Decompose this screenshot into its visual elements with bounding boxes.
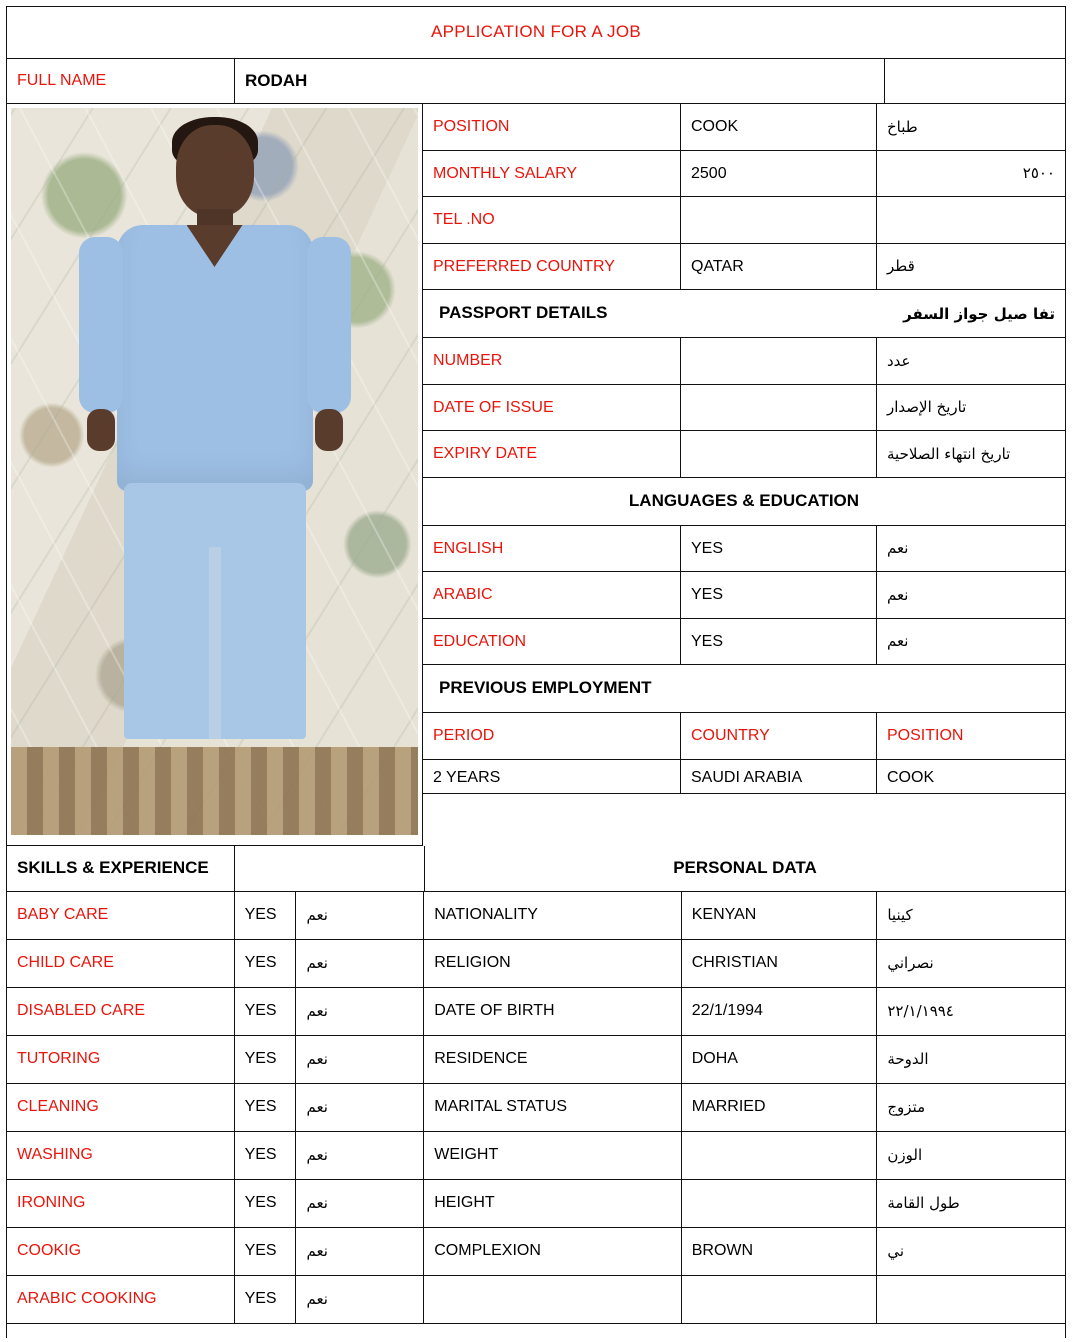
figure-head xyxy=(176,125,254,217)
arabic-value: YES xyxy=(681,572,877,619)
position-value: COOK xyxy=(681,104,877,151)
skill-arabic-child-care: نعم xyxy=(296,940,424,988)
figure-left-arm xyxy=(79,237,123,413)
personal-value-nationality: KENYAN xyxy=(682,892,878,940)
skill-label-child-care: CHILD CARE xyxy=(7,940,235,988)
form-sheet xyxy=(6,6,1066,1338)
right-column xyxy=(423,104,1065,846)
full-name-row xyxy=(7,59,1065,104)
skill-value-child-care: YES xyxy=(235,940,297,988)
education-value: YES xyxy=(681,619,877,666)
skill-label-arabic-cooking: ARABIC COOKING xyxy=(7,1276,235,1324)
tel-no-value xyxy=(681,197,877,244)
middle-block xyxy=(7,104,1065,846)
passport-expiry-value xyxy=(681,431,877,478)
skill-arabic-ironing: نعم xyxy=(296,1180,424,1228)
skill-value-ironing: YES xyxy=(235,1180,297,1228)
tel-no-label: TEL .NO xyxy=(423,197,681,244)
employment-heading: PREVIOUS EMPLOYMENT xyxy=(423,665,1065,713)
personal-value-height xyxy=(682,1180,878,1228)
personal-label-religion: RELIGION xyxy=(424,940,682,988)
full-name-arabic-cell xyxy=(885,59,1065,104)
monthly-salary-value: 2500 xyxy=(681,151,877,198)
personal-value-residence: DOHA xyxy=(682,1036,878,1084)
monthly-salary-arabic: ٢٥٠٠ xyxy=(877,151,1065,198)
personal-label-height: HEIGHT xyxy=(424,1180,682,1228)
personal-value-religion: CHRISTIAN xyxy=(682,940,878,988)
full-name-label: FULL NAME xyxy=(7,59,235,104)
skill-arabic-washing: نعم xyxy=(296,1132,424,1180)
position-arabic: طباخ xyxy=(877,104,1065,151)
passport-section-heading-row xyxy=(423,290,1065,338)
passport-expiry-row xyxy=(423,431,1065,478)
skill-arabic-tutoring: نعم xyxy=(296,1036,424,1084)
bottom-heading-row xyxy=(7,846,1065,892)
skills-heading: SKILLS & EXPERIENCE xyxy=(7,846,235,892)
employment-header-row xyxy=(423,713,1065,760)
personal-arabic-date-of-birth: ٢٢/١/١٩٩٤ xyxy=(877,988,1065,1036)
personal-label-empty xyxy=(424,1276,682,1324)
employment-section-heading-row xyxy=(423,665,1065,713)
skill-value-disabled-care: YES xyxy=(235,988,297,1036)
personal-arabic-complexion: ني xyxy=(877,1228,1065,1276)
figure-right-hand xyxy=(315,409,343,451)
skill-label-cleaning: CLEANING xyxy=(7,1084,235,1132)
passport-issue-label: DATE OF ISSUE xyxy=(423,385,681,432)
employment-col-country: COUNTRY xyxy=(681,713,877,760)
preferred-country-row xyxy=(423,244,1065,291)
preferred-country-label: PREFERRED COUNTRY xyxy=(423,244,681,291)
employment-col-position: POSITION xyxy=(877,713,1065,760)
english-label: ENGLISH xyxy=(423,526,681,573)
position-row xyxy=(423,104,1065,151)
passport-issue-value xyxy=(681,385,877,432)
arabic-arabic: نعم xyxy=(877,572,1065,619)
personal-arabic-empty xyxy=(877,1276,1065,1324)
passport-heading: PASSPORT DETAILS xyxy=(423,290,823,338)
tel-no-arabic xyxy=(877,197,1065,244)
table-row xyxy=(7,1084,1065,1132)
table-row xyxy=(7,892,1065,940)
skill-arabic-cleaning: نعم xyxy=(296,1084,424,1132)
employment-row xyxy=(423,760,1065,846)
skill-arabic-arabic-cooking: نعم xyxy=(296,1276,424,1324)
personal-arabic-height: طول القامة xyxy=(877,1180,1065,1228)
arabic-language-row xyxy=(423,572,1065,619)
personal-value-empty xyxy=(682,1276,878,1324)
skill-arabic-disabled-care: نعم xyxy=(296,988,424,1036)
education-arabic: نعم xyxy=(877,619,1065,666)
table-row xyxy=(7,1132,1065,1180)
personal-value-weight xyxy=(682,1132,878,1180)
table-row xyxy=(7,1276,1065,1324)
personal-arabic-religion: نصراني xyxy=(877,940,1065,988)
title-row xyxy=(7,7,1065,59)
personal-value-marital-status: MARRIED xyxy=(682,1084,878,1132)
table-row xyxy=(7,988,1065,1036)
skill-arabic-cooking: نعم xyxy=(296,1228,424,1276)
table-row xyxy=(7,940,1065,988)
passport-expiry-label: EXPIRY DATE xyxy=(423,431,681,478)
passport-issue-arabic: تاريخ الإصدار xyxy=(877,385,1065,432)
personal-arabic-marital-status: متزوج xyxy=(877,1084,1065,1132)
skill-label-disabled-care: DISABLED CARE xyxy=(7,988,235,1036)
english-arabic: نعم xyxy=(877,526,1065,573)
applicant-figure xyxy=(11,117,418,757)
figure-left-hand xyxy=(87,409,115,451)
skill-label-washing: WASHING xyxy=(7,1132,235,1180)
passport-issue-row xyxy=(423,385,1065,432)
education-label: EDUCATION xyxy=(423,619,681,666)
personal-arabic-residence: الدوحة xyxy=(877,1036,1065,1084)
personal-label-residence: RESIDENCE xyxy=(424,1036,682,1084)
personal-value-complexion: BROWN xyxy=(682,1228,878,1276)
employment-country: SAUDI ARABIA xyxy=(681,760,877,794)
preferred-country-value: QATAR xyxy=(681,244,877,291)
languages-section-heading-row xyxy=(423,478,1065,526)
figure-right-arm xyxy=(307,237,351,413)
personal-label-nationality: NATIONALITY xyxy=(424,892,682,940)
personal-label-weight: WEIGHT xyxy=(424,1132,682,1180)
skill-label-baby-care: BABY CARE xyxy=(7,892,235,940)
personal-label-complexion: COMPLEXION xyxy=(424,1228,682,1276)
personal-value-date-of-birth: 22/1/1994 xyxy=(682,988,878,1036)
full-name-value: RODAH xyxy=(235,59,885,104)
employment-period: 2 YEARS xyxy=(423,760,681,794)
position-label: POSITION xyxy=(423,104,681,151)
passport-heading-arabic: تفا صيل جواز السفر xyxy=(823,290,1065,338)
passport-number-value xyxy=(681,338,877,385)
skill-value-cooking: YES xyxy=(235,1228,297,1276)
skill-value-arabic-cooking: YES xyxy=(235,1276,297,1324)
arabic-label: ARABIC xyxy=(423,572,681,619)
skill-value-washing: YES xyxy=(235,1132,297,1180)
education-row xyxy=(423,619,1065,666)
skill-label-ironing: IRONING xyxy=(7,1180,235,1228)
applicant-photo-cell xyxy=(7,104,423,846)
personal-arabic-nationality: كينيا xyxy=(877,892,1065,940)
employment-col-period: PERIOD xyxy=(423,713,681,760)
applicant-photo xyxy=(11,108,418,835)
monthly-salary-row xyxy=(423,151,1065,198)
employment-position: COOK xyxy=(877,760,1065,794)
languages-heading: LANGUAGES & EDUCATION xyxy=(423,478,1065,526)
english-value: YES xyxy=(681,526,877,573)
skills-heading-spacer xyxy=(235,846,425,892)
table-row xyxy=(7,1228,1065,1276)
personal-label-date-of-birth: DATE OF BIRTH xyxy=(424,988,682,1036)
skill-value-cleaning: YES xyxy=(235,1084,297,1132)
table-row xyxy=(7,1180,1065,1228)
passport-number-label: NUMBER xyxy=(423,338,681,385)
skill-arabic-baby-care: نعم xyxy=(296,892,424,940)
table-row xyxy=(7,1036,1065,1084)
photo-floor xyxy=(11,747,418,835)
english-row xyxy=(423,526,1065,573)
personal-label-marital-status: MARITAL STATUS xyxy=(424,1084,682,1132)
monthly-salary-label: MONTHLY SALARY xyxy=(423,151,681,198)
skill-value-baby-care: YES xyxy=(235,892,297,940)
skill-value-tutoring: YES xyxy=(235,1036,297,1084)
personal-data-heading: PERSONAL DATA xyxy=(425,846,1065,892)
preferred-country-arabic: قطر xyxy=(877,244,1065,291)
passport-number-arabic: عدد xyxy=(877,338,1065,385)
skill-label-tutoring: TUTORING xyxy=(7,1036,235,1084)
tel-no-row xyxy=(423,197,1065,244)
skill-label-cooking: COOKIG xyxy=(7,1228,235,1276)
passport-number-row xyxy=(423,338,1065,385)
page-title: APPLICATION FOR A JOB xyxy=(7,7,1065,59)
personal-arabic-weight: الوزن xyxy=(877,1132,1065,1180)
figure-pants-gap xyxy=(209,547,221,739)
passport-expiry-arabic: تاريخ انتهاء الصلاحية xyxy=(877,431,1065,478)
